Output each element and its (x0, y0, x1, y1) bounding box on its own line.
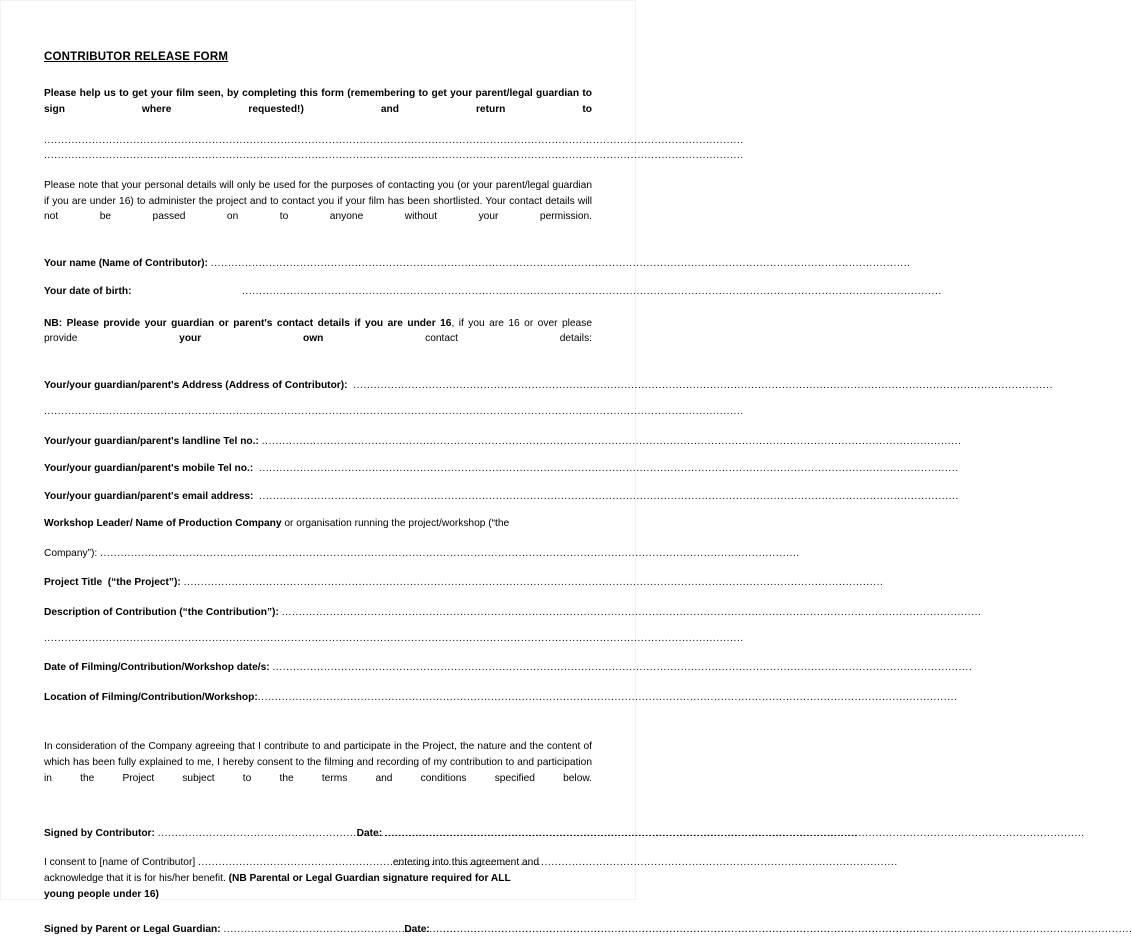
field-input-guardian-date[interactable] (433, 922, 592, 938)
field-label-contributor-date: Date: (356, 827, 383, 839)
field-description[interactable] (44, 605, 592, 621)
field-date-of-birth[interactable] (44, 284, 592, 300)
nb-clause-bold: NB: Please provide your guardian or parent's contact details if you are under 16 (44, 317, 452, 329)
nb-clause-own: your own (179, 333, 324, 345)
consent-text-line2-start: acknowledge that it is for his/her benefit. (44, 873, 229, 884)
field-label-signed-by-contributor: Signed by Contributor: (44, 827, 155, 839)
field-input-location-of-filming[interactable] (258, 690, 592, 706)
intro-paragraph: Please help us to get your film seen, by completing this form (remembering to get your parent/legal guardian to sign where requested!) and return to (44, 88, 592, 115)
field-input-address[interactable] (353, 378, 592, 394)
privacy-note-paragraph: Please note that your personal details will only be used for the purposes of contacting you (or your parent/legal guardian if you are under 16) to administer the project and to contact you if your film has been shortlisted. Your contact details will not be passed on to anyone without your permission. (44, 179, 592, 223)
field-landline[interactable] (44, 434, 592, 450)
field-input-contributor-name[interactable] (211, 256, 592, 272)
field-input-company[interactable] (100, 546, 592, 562)
field-input-email[interactable] (259, 489, 592, 505)
page-title: CONTRIBUTOR RELEASE FORM (44, 51, 229, 63)
field-address[interactable] (44, 378, 592, 394)
field-signed-by-contributor[interactable] (44, 826, 592, 842)
field-company-line1 (44, 516, 592, 532)
field-location-of-filming[interactable] (44, 690, 592, 706)
nb-clause-rest: , if you are 16 or over please provide (44, 317, 592, 345)
field-input-description-line2[interactable] (44, 631, 592, 647)
field-label-landline: Your/your guardian/parent's landline Tel no.: (44, 435, 259, 447)
field-input-consent-name[interactable] (198, 855, 390, 871)
field-input-date-of-filming[interactable] (272, 660, 592, 676)
field-input-mobile[interactable] (259, 461, 592, 477)
field-label-description: Description of Contribution (“the Contribution”): (44, 607, 279, 619)
field-email[interactable] (44, 489, 592, 505)
field-label-address: Your/your guardian/parent's Address (Address of Contributor): (44, 380, 348, 392)
field-input-signature-guardian[interactable] (223, 922, 401, 938)
field-label-company-cont: Company”): (44, 547, 98, 559)
consent-line-2 (44, 871, 592, 887)
field-input-date-of-birth[interactable] (242, 284, 592, 300)
document-content (44, 50, 592, 938)
field-input-landline[interactable] (262, 434, 592, 450)
field-label-location-of-filming: Location of Filming/Contribution/Workshop: (44, 691, 258, 703)
field-project-title[interactable] (44, 575, 592, 591)
field-input-description[interactable] (282, 605, 592, 621)
field-label-company-rest: or organisation running the project/workshop (“the (281, 518, 510, 530)
field-signed-by-guardian[interactable] (44, 922, 592, 938)
field-input-address-line2[interactable] (44, 404, 592, 420)
field-label-project-title: Project Title (“the Project”): (44, 577, 181, 589)
field-label-mobile: Your/your guardian/parent's mobile Tel no.: (44, 463, 254, 475)
field-date-of-filming[interactable] (44, 660, 592, 676)
field-label-email: Your/your guardian/parent's email address: (44, 490, 254, 502)
field-label-contributor-name: Your name (Name of Contributor): (44, 258, 208, 270)
field-label-company: Workshop Leader/ Name of Production Company (44, 518, 282, 530)
field-input-project-title[interactable] (184, 575, 592, 591)
consideration-paragraph: In consideration of the Company agreeing that I contribute to and participate in the Project, the nature and the content of which has been fully explained to me, I hereby consent to the filming and recording of my contribution to and participation in the Project subject to the terms and conditions specified below. (44, 741, 592, 784)
consent-line-1[interactable] (44, 855, 592, 871)
intro-leader-line-1[interactable] (44, 133, 592, 149)
intro-leader-line-2[interactable] (44, 148, 592, 164)
field-label-guardian-date: Date: (404, 924, 430, 936)
field-contributor-name[interactable] (44, 256, 592, 272)
nb-clause-tail: contact details: (323, 333, 592, 345)
field-input-contributor-date[interactable] (385, 826, 592, 842)
field-label-date-of-birth: Your date of birth: (44, 285, 132, 297)
nb-clause-paragraph (44, 316, 592, 363)
consent-text-middle: entering into this agreement and (390, 857, 539, 869)
field-company-continuation[interactable] (44, 546, 592, 562)
field-label-signed-by-guardian: Signed by Parent or Legal Guardian: (44, 924, 221, 936)
consent-text-line2-bold: (NB Parental or Legal Guardian signature required for ALL (228, 873, 511, 884)
consent-line-3: young people under 16) (44, 888, 159, 900)
field-input-signature-contributor[interactable] (158, 826, 354, 842)
consent-text-start: I consent to [name of Contributor] (44, 857, 199, 869)
field-label-date-of-filming: Date of Filming/Contribution/Workshop date/s: (44, 662, 270, 674)
field-mobile[interactable] (44, 461, 592, 477)
